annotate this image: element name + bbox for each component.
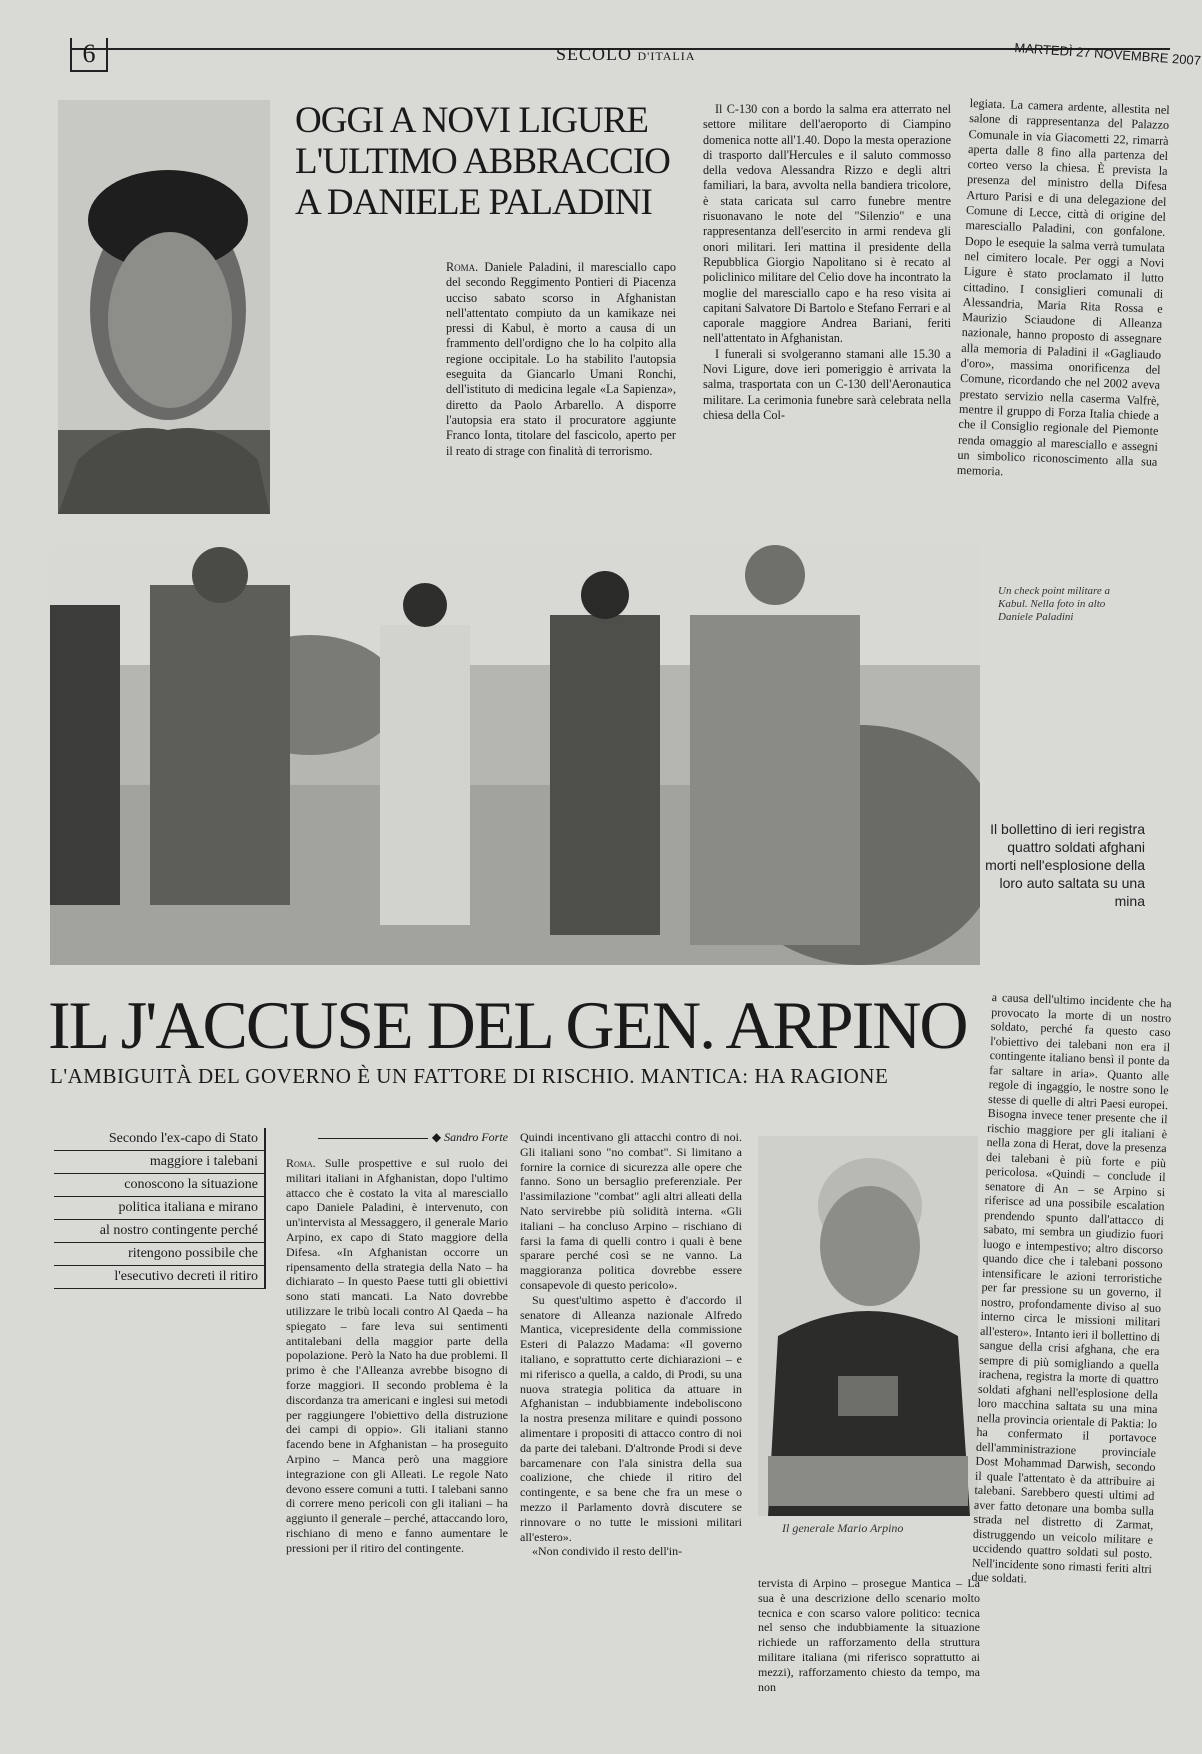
article2-title: IL J'ACCUSE DEL GEN. ARPINO — [48, 987, 967, 1063]
summary-line: politica italiana e mirano — [54, 1197, 264, 1220]
article1-column-3 — [957, 96, 1170, 485]
dateline-city: Roma. — [286, 1156, 316, 1170]
article1-column-2 — [703, 102, 951, 423]
summary-line: l'esecutivo decreti il ritiro — [54, 1266, 264, 1289]
author-byline: ◆ Sandro Forte — [286, 1130, 508, 1145]
masthead — [556, 44, 695, 65]
article-text: Sulle prospettive e sul ruolo dei militari italiani in Afghanistan, dopo l'ultimo attacco che è costato la vita al maresciallo capo Daniele Paladini, è intervenuto, con un'intervista al Messaggero, il generale Mario Arpino, ex capo di Stato maggiore della Difesa. «In Afghanistan occorre un ripensamento della strategia della Nato – ha dichiarato – In questo Paese tutti gli obiettivi sono stati mancati. La Nato dovrebbe utilizzare le tribù locali contro Al Qaeda – ha spiegato – fare leva sui sentimenti antitalebani della maggior parte della popolazione. Però la Nato ha due problemi. Il primo è che l'Alleanza avrebbe bisogno di forze maggiori. Il secondo problema è la discordanza tra americani e inglesi sui metodi per raggiungere l'obiettivo della distruzione dei campi di oppio». Gli italiani stanno facendo bene in Afghanistan – ha proseguito Arpino – Manca però una maggiore integrazione con gli Alleati. Le regole Nato devono essere comuni a tutti. I talebani sanno di correre meno pericoli con gli italiani – ha aggiunto il generale – perché, attaccando loro, rischiano di meno e fanno aumentare le pressioni per il ritiro del contingente. — [286, 1156, 508, 1555]
masthead-main: SECOLO — [556, 44, 633, 64]
article2-summary-box — [54, 1128, 266, 1289]
masthead-small: D'ITALIA — [637, 49, 696, 63]
article-text: «Non condivido il resto dell'in- — [532, 1544, 683, 1559]
summary-line: maggiore i talebani — [54, 1151, 264, 1174]
article2-column-1 — [286, 1156, 508, 1556]
summary-line: ritengono possibile che — [54, 1243, 264, 1266]
checkpoint-photo — [50, 545, 980, 965]
article2-subtitle: L'AMBIGUITÀ DEL GOVERNO È UN FATTORE DI RISCHIO. MANTICA: HA RAGIONE — [50, 1064, 889, 1088]
portrait-photo-paladini — [58, 100, 270, 514]
article-text: a causa dell'ultimo incidente che ha provocato la morte di un nostro soldato, perché fa questo caso l'obiettivo dei talebani non era il contingente italiano bensì il ponte da far saltare in aria». Quanto alle regole di ingaggio, le nostre sono le stesse di quelle di altri Paesi europei. Bisogna invece tener presente che il rischio maggiore per gli italiani è nella zona di Herat, dove la presenza dei talebani è più forte e più pericolosa. «Quindi – conclude il senatore di An – se Arpino si riferisce ad una possibile escalation prendendo spunto dall'attacco di sabato, mi sembra un giudizio fuori luogo e intempestivo; altro discorso quando dice che i talebani possono intensificare le azioni terroristiche per far pressione su un governo, il nostro, profondamente diviso al suo interno circa le missioni militari all'estero». Intanto ieri il bollettino di sangue della crisi afghana, che era sempre di più somigliando a quella irachena, registra la morte di quattro soldati afghani nell'esplosione della loro macchina saltata su una mina nella provincia orientale di Paktia: lo ha confermato il portavoce dell'amministrazione provinciale Dost Mohammad Darwish, secondo il quale l'attentato è da attribuire ai talebani. Sarebbero questi ultimi ad aver fatto detonare una bomba sulla strada nel distretto di Zarmat, distruggendo un veicolo militare e uccidendo quattro soldati sul posto. Nell'incidente sono rimasti feriti altri due soldati. — [971, 990, 1172, 1586]
headline-line: L'ULTIMO ABBRACCIO — [295, 141, 670, 182]
summary-line: conoscono la situazione — [54, 1174, 264, 1197]
portrait-photo-arpino — [758, 1136, 978, 1516]
headline-line: OGGI A NOVI LIGURE — [295, 100, 648, 141]
article-text: Il C-130 con a bordo la salma era atterrato nel settore militare dell'aeroporto di Ciampino domenica notte all'1.40. Dopo la mesta operazione di trasporto dall'Hercules e il saluto commosso della vedova Alessandra Rizzo e degli altri familiari, la bara, avvolta nella bandiera tricolore, è stata caricata sul carro funebre mentre risuonavano le note del "Silenzio" e una rappresentanza dell'esercito in armi rendeva gli onori militari. Ieri mattina il presidente della Repubblica Giorgio Napolitano si è recato al policlinico militare del Celio dove ha incontrato la moglie del maresciallo capo e ha reso visita ai capitani Salvatore Di Bartolo e Stefano Ferrari e al caporale maggiore Andrea Bariani, feriti nell'attentato in Afghanistan. — [703, 102, 951, 346]
article1-headline — [295, 100, 695, 223]
article-text: I funerali si svolgeranno stamani alle 15.30 a Novi Ligure, dove ieri pomeriggio è arrivata la salma, trasportata con un C-130 dell'Aeronautica militare. La cerimonia funebre sarà celebrata nella chiesa della Col- — [703, 346, 951, 422]
article-text: Daniele Paladini, il maresciallo capo del secondo Reggimento Pontieri di Piacenza ucciso sabato scorso in Afghanistan nell'attentato compiuto da un kamikaze nei pressi di Kabul, è morto a causa di un frammento dell'ordigno che lo ha colpito alla regione occipitale. Lo ha stabilito l'autopsia eseguita da Giancarlo Umani Ronchi, dell'istituto di medicina legale «La Sapienza», diretto da Paolo Arbarello. A disporre l'autopsia era stato il procuratore aggiunte Franco Ionta, titolare del fascicolo, aperto per il reato di strage con finalità di terrorismo. — [446, 260, 676, 458]
article-text: tervista di Arpino – prosegue Mantica – La sua è una descrizione dello scenario molto tecnica e con scarso valore politico: tecnica nel senso che indubbiamente la situazione richiede un rafforzamento della struttura militare italiana (mi riferisco soprattutto ai mezzi), rafforzamento chiesto da tempo, ma non — [758, 1576, 980, 1694]
byline-rule — [318, 1138, 428, 1139]
checkpoint-photo-caption: Un check point militare a Kabul. Nella foto in alto Daniele Paladini — [998, 585, 1111, 623]
article2-column-2 — [520, 1130, 742, 1559]
article-text: legiata. La camera ardente, allestita nel salone di rappresentanza del Palazzo Comunale in via Giacometti 22, rimarrà aperta dalle 8 fino alla partenza del corteo verso la chiesa. È prevista la presenza del ministro della Difesa Arturo Parisi e di una delegazione del Comune di Lecce, città di origine del maresciallo Paladini, con gonfalone. Dopo le esequie la salma verrà tumulata nel cimitero locale. Per oggi a Novi Ligure è stato proclamato il lutto cittadino. I consiglieri comunali di Alessandria, Maria Rita Rossa e Maurizio Sciaudone di Alleanza nazionale, hanno proposto di assegnare alla memoria di Paladini il «Gagliaudo d'oro», massima onorificenza del Comune, ricordando che nel 2002 aveva prestato servizio nella caserma Valfrè, mentre il gruppo di Forza Italia chiede a che il Consiglio regionale del Piemonte renda omaggio al maresciallo e assegni un simbolico riconoscimento alla sua memoria. — [956, 96, 1170, 479]
issue-date: MARTEDÌ 27 NOVEMBRE 2007 — [1013, 40, 1202, 69]
dateline-city: Roma. — [446, 260, 479, 274]
article2-column-3 — [758, 1576, 980, 1694]
summary-line: Secondo l'ex-capo di Stato — [54, 1128, 264, 1151]
article-text: Quindi incentivano gli attacchi contro di noi. Gli italiani sono "no combat". Si limitano a fornire la cornice di sicurezza alle opere che fanno. Sono un bersaglio preferenziale. Per l'assimilazione "combat" agli altri alleati della Nato servirebbe più solidità interna. «Gli italiani – ha concluso Arpino – rischiano di farsi la fama di quelli contro i quali è bene sparare perché così se ne vanno. La maggioranza politica dovrebbe essere consapevole di questo pericolo». — [520, 1130, 742, 1292]
pullquote: Il bollettino di ieri registra quattro soldati afghani morti nell'esplosione della loro auto saltata su una mina — [985, 821, 1145, 909]
author-name: Sandro Forte — [444, 1130, 508, 1144]
article-text: Su quest'ultimo aspetto è d'accordo il senatore di Alleanza nazionale Alfredo Mantica, vicepresidente della commissione Esteri di Palazzo Madama: «Il governo italiano, e soprattutto certe dichiarazioni – e mi riferisco a quella, a caldo, di Prodi, su una nuova strategia politica da attuare in Afghanistan – indubbiamente indeboliscono la nostra presenza militare e quindi possono alimentare i propositi di attacco contro di noi da parte dei talebani. D'altronde Prodi si deve barcamenare con l'ala sinistra della sua coalizione, che chiede il ritiro del contingente, e sa bene che fra un mese o mezzo il Parlamento dovrà discutere se rinnovare o no tutte le missioni militari all'estero». — [520, 1292, 742, 1544]
summary-line: al nostro contingente perché — [54, 1220, 264, 1243]
page-number: 6 — [70, 38, 108, 72]
arpino-photo-caption: Il generale Mario Arpino — [782, 1521, 904, 1535]
article1-column-1 — [446, 260, 676, 459]
headline-line: A DANIELE PALADINI — [295, 182, 652, 223]
article2-column-4 — [971, 990, 1172, 1590]
